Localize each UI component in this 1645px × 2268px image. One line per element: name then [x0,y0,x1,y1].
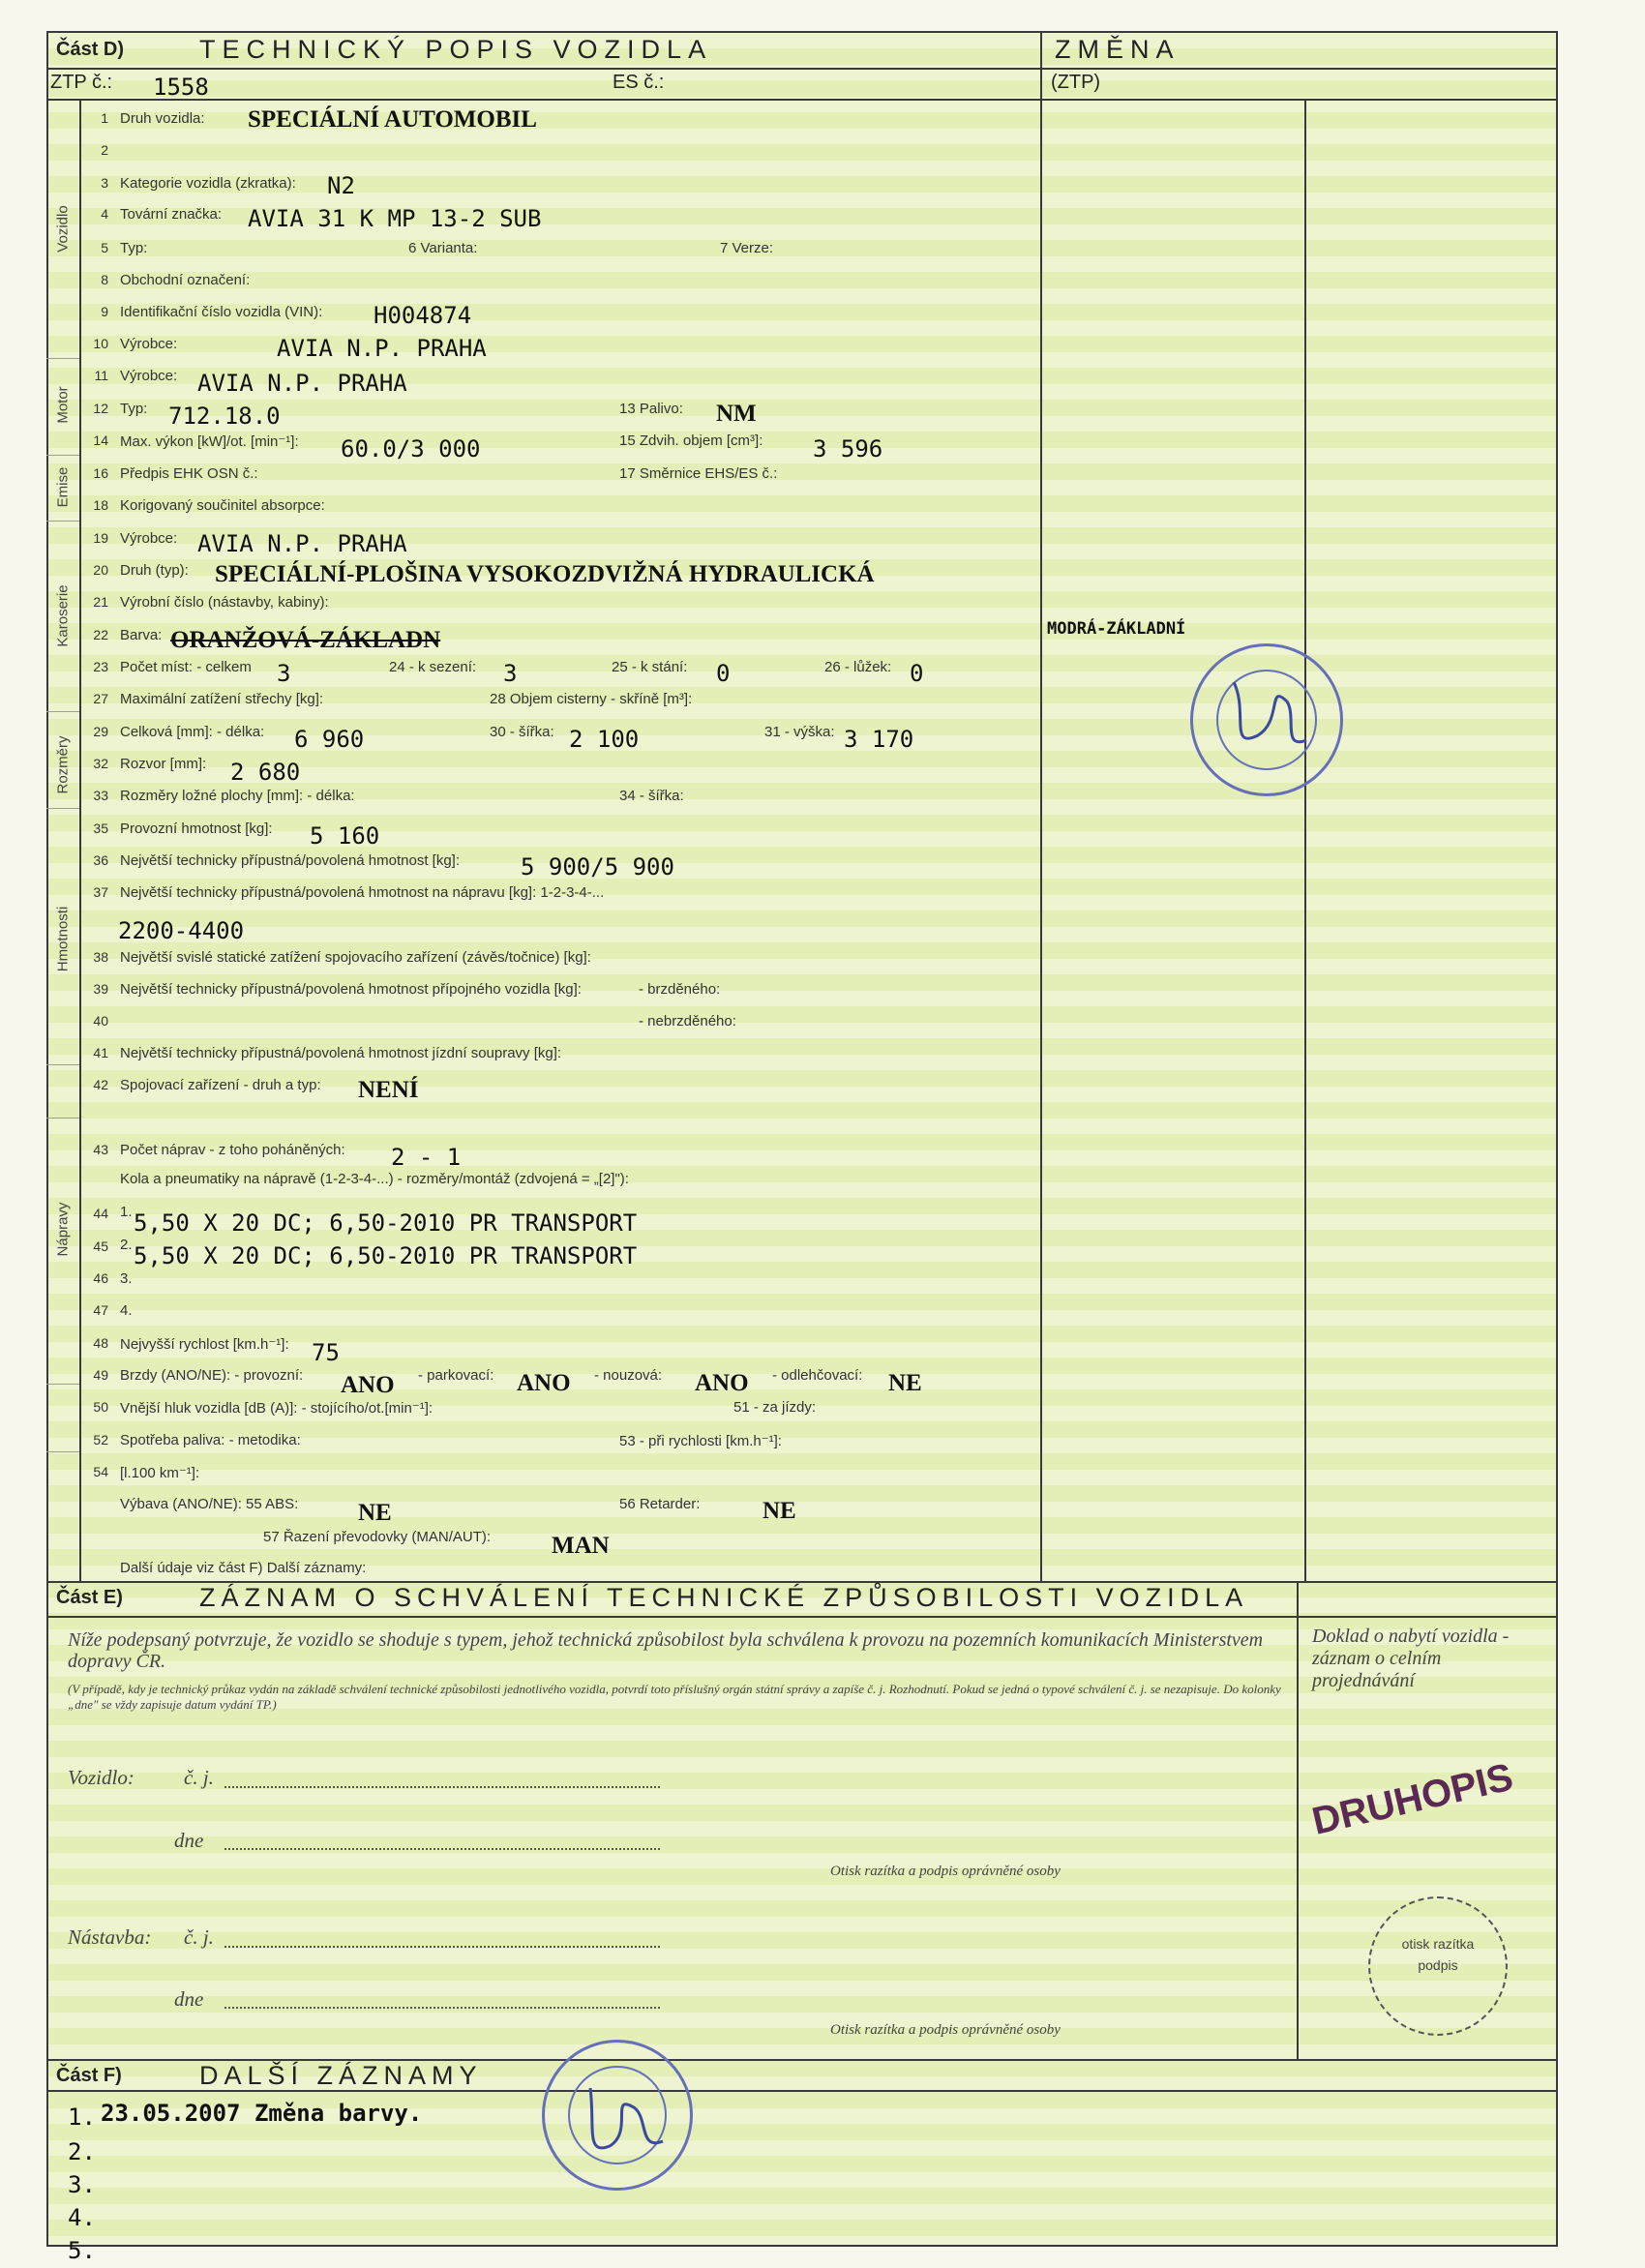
field-54-label: [l.100 km⁻¹]: [120,1465,200,1481]
field-3-value: N2 [327,172,355,199]
field-36-value: 5 900/5 900 [521,853,674,880]
field-24-value: 3 [503,660,518,687]
field-35-label: Provozní hmotnost [kg]: [120,821,273,837]
field-23-value: 3 [277,660,291,687]
field-39-label: Největší technicky přípustná/povolená hmotnost přípojného vozidla [kg]: [120,981,582,998]
field-56-label: 56 Retarder: [619,1496,701,1512]
group-label-motor: Motor [54,386,72,424]
field-22-value: ORANŽOVÁ-ZÁKLADN [170,627,441,653]
field-50-label: Vnější hluk vozidla [dB (A)]: - stojícího/ot.[min⁻¹]: [120,1400,434,1417]
field-3-label: Kategorie vozidla (zkratka): [120,175,296,192]
group-label-karoserie: Karoserie [54,584,72,647]
field-55-value: NE [358,1500,392,1526]
field-37-label: Největší technicky přípustná/povolená hmotnost na nápravu [kg]: 1-2-3-4-... [120,884,605,901]
approval-statement: Níže podepsaný potvrzuje, že vozidlo se shoduje s typem, jehož technická způsobilost byla schválena k provozu na pozemních komunikacích Ministerstvem dopravy ČR. [68,1629,1264,1672]
field-48-value: 75 [312,1339,340,1366]
field-28-label: 28 Objem cisterny - skříně [m³]: [490,691,693,707]
field-27-label: Maximální zatížení střechy [kg]: [120,691,324,707]
superstructure-stamp-caption: Otisk razítka a podpis oprávněné osoby [830,2022,1061,2038]
field-53-label: 53 - při rychlosti [km.h⁻¹]: [619,1433,782,1449]
field-38-label: Největší svislé statické zatížení spojovacího zařízení (závěs/točnice) [kg]: [120,949,591,966]
part-e-label: Část E) [56,1587,123,1608]
change-inner-border [1304,99,1306,1581]
field-52-label: Spotřeba paliva: - metodika: [120,1432,301,1448]
record-text-1: 23.05.2007 Změna barvy. [101,2100,423,2127]
part-e-header-divider [46,1616,1558,1618]
field-31-value: 3 170 [844,726,914,753]
field-14-value: 60.0/3 000 [341,435,481,463]
vehicle-date-line[interactable] [224,1848,660,1850]
field-49-parking-value: ANO [517,1370,571,1396]
superstructure-ref-line[interactable] [224,1946,660,1948]
field-1-value: SPECIÁLNÍ AUTOMOBIL [248,106,537,133]
field-32-value: 2 680 [230,759,301,786]
field-6-label: 6 Varianta: [408,240,478,256]
change-column-border [1040,31,1042,1581]
field-49-value: ANO [341,1372,395,1398]
field-57-label: 57 Řazení převodovky (MAN/AUT): [263,1529,492,1545]
field-23-label: Počet míst: - celkem [120,659,252,675]
field-10-label: Výrobce: [120,336,178,352]
vehicle-label: Vozidlo: [68,1766,135,1789]
superstructure-ref-label: č. j. [184,1925,214,1949]
duplicate-stamp: DRUHOPIS [1308,1755,1517,1843]
field-30-label: 30 - šířka: [490,724,554,740]
vehicle-stamp-caption: Otisk razítka a podpis oprávněné osoby [830,1864,1061,1879]
part-e-title: ZÁZNAM O SCHVÁLENÍ TECHNICKÉ ZPŮSOBILOSTI VOZIDLA [199,1583,1249,1612]
part-d-label: Část D) [56,39,125,60]
field-11-label: Výrobce: [120,368,178,384]
field-22-label: Barva: [120,627,163,643]
stamp-placeholder-text: otisk razítka podpis [1401,1936,1475,1973]
field-20-value: SPECIÁLNÍ-PLOŠINA VYSOKOZDVIŽNÁ HYDRAULICKÁ [215,561,875,587]
vehicle-date-label: dne [174,1829,204,1852]
group-label-rozmery: Rozměry [54,735,72,794]
field-15-value: 3 596 [813,435,883,463]
field-1-label: Druh vozidla: [120,110,205,127]
field-13-value: NM [716,401,757,427]
part-d-title: TECHNICKÝ POPIS VOZIDLA [199,35,713,64]
vehicle-ref-line[interactable] [224,1786,660,1788]
record-number-3: 3. [68,2171,96,2198]
technical-certificate-page [46,31,1558,2247]
field-13-label: 13 Palivo: [619,401,683,417]
field-10-value: AVIA N.P. PRAHA [277,335,487,362]
field-42-value: NENÍ [358,1077,419,1103]
field-40-label: - nebrzděného: [639,1013,736,1030]
field-57-value: MAN [552,1533,610,1559]
field-32-label: Rozvor [mm]: [120,756,207,772]
record-number-5: 5. [68,2237,96,2264]
header-divider [46,68,1558,70]
field-43-label: Počet náprav - z toho poháněných: [120,1142,345,1158]
group-column-border [79,99,81,1581]
field-20-label: Druh (typ): [120,562,189,579]
ztp-divider [46,99,1558,101]
field-43-tyres-label: Kola a pneumatiky na nápravě (1-2-3-4-...) - rozměry/montáž (zdvojená = „[2]"): [120,1171,629,1187]
field-29-label: Celková [mm]: - délka: [120,724,265,740]
part-f-label: Část F) [56,2065,122,2086]
field-12-value: 712.18.0 [168,403,281,430]
field-48-label: Nejvyšší rychlost [km.h⁻¹]: [120,1336,289,1353]
change-title: ZMĚNA [1055,35,1181,64]
field-24-label: 24 - k sezení: [389,659,477,675]
field-49-label: Brzdy (ANO/NE): - provozní: [120,1367,304,1384]
field-56-value: NE [763,1498,796,1524]
field-30-value: 2 100 [569,726,640,753]
ztp-sub-label: (ZTP) [1051,72,1101,93]
field-37-value: 2200-4400 [118,917,245,944]
field-15-label: 15 Zdvih. objem [cm³]: [619,433,763,449]
field-49-emergency-value: ANO [695,1370,749,1396]
field-41-label: Největší technicky přípustná/povolená hmotnost jízdní soupravy [kg]: [120,1045,562,1061]
office-stamp-part-f [542,2040,693,2191]
office-stamp [1190,643,1343,796]
field-35-value: 5 160 [310,822,380,850]
group-label-emise: Emise [54,466,72,508]
approval-note: (V případě, kdy je technický průkaz vydán na základě schválení technické způsobilosti jednotlivého vozidla, potvrdí toto příslušný orgán státní správy a zapíše č. j. Rozhodnutí. Pokud se jedná o typové schválení č. j. se nezapisuje. Do kolonky „dne" se vždy zapisuje datum vydání TP.) [68,1682,1281,1712]
field-18-label: Korigovaný součinitel absorpce: [120,497,325,514]
change-note-color: MODRÁ-ZÁKLADNÍ [1047,619,1186,639]
group-label-hmotnosti: Hmotnosti [54,906,72,972]
field-55-label: Výbava (ANO/NE): 55 ABS: [120,1496,299,1512]
field-21-label: Výrobní číslo (nástavby, kabiny): [120,594,329,611]
field-33-label: Rozměry ložné plochy [mm]: - délka: [120,788,355,804]
field-44-value: 5,50 X 20 DC; 6,50-2010 PR TRANSPORT [134,1209,638,1237]
group-label-napravy: Nápravy [54,1202,72,1257]
field-17-label: 17 Směrnice EHS/ES č.: [619,465,778,482]
field-5-label: Typ: [120,240,148,256]
field-25-label: 25 - k stání: [612,659,688,675]
vehicle-ref-label: č. j. [184,1766,214,1789]
field-31-label: 31 - výška: [764,724,835,740]
field-34-label: 34 - šířka: [619,788,684,804]
field-49-retarder-value: NE [888,1370,922,1396]
signature-icon [1190,643,1337,791]
customs-record-title: Doklad o nabytí vozidla - záznam o celním projednávání [1312,1626,1510,1691]
field-39-braked-label: - brzděného: [639,981,721,998]
superstructure-label: Nástavba: [68,1925,152,1949]
part-e-side-border [1297,1581,1299,2059]
field-29-value: 6 960 [294,726,365,753]
field-25-value: 0 [716,660,731,687]
field-19-value: AVIA N.P. PRAHA [197,530,407,557]
field-26-value: 0 [910,660,924,687]
superstructure-date-line[interactable] [224,2007,660,2009]
part-f-title: DALŠÍ ZÁZNAMY [199,2061,483,2090]
field-19-label: Výrobce: [120,530,178,547]
ztp-value: 1558 [153,74,209,101]
field-7-label: 7 Verze: [720,240,774,256]
es-label: ES č.: [613,72,665,93]
field-51-label: 51 - za jízdy: [733,1399,817,1416]
field-9-value: H004874 [374,302,472,329]
ztp-label: ZTP č.: [50,72,113,93]
field-4-label: Tovární značka: [120,206,223,223]
stamp-placeholder-circle [1368,1896,1508,2036]
field-45-value: 5,50 X 20 DC; 6,50-2010 PR TRANSPORT [134,1242,638,1269]
field-8-label: Obchodní označení: [120,272,251,288]
field-16-label: Předpis EHK OSN č.: [120,465,258,482]
field-14-label: Max. výkon [kW]/ot. [min⁻¹]: [120,433,299,450]
field-9-label: Identifikační číslo vozidla (VIN): [120,304,323,320]
field-43-value: 2 - 1 [391,1144,462,1171]
field-42-label: Spojovací zařízení - druh a typ: [120,1077,321,1093]
signature-icon [542,2040,687,2185]
record-number-2: 2. [68,2138,96,2165]
record-number-4: 4. [68,2204,96,2231]
field-4-value: AVIA 31 K MP 13-2 SUB [248,205,542,232]
further-data-label: Další údaje viz část F) Další záznamy: [120,1560,367,1576]
field-12-label: Typ: [120,401,148,417]
superstructure-date-label: dne [174,1987,204,2011]
field-36-label: Největší technicky přípustná/povolená hmotnost [kg]: [120,852,461,869]
group-label-vozidlo: Vozidlo [54,205,72,253]
field-26-label: 26 - lůžek: [824,659,892,675]
record-number-1: 1. [68,2104,96,2131]
field-11-value: AVIA N.P. PRAHA [197,370,407,397]
